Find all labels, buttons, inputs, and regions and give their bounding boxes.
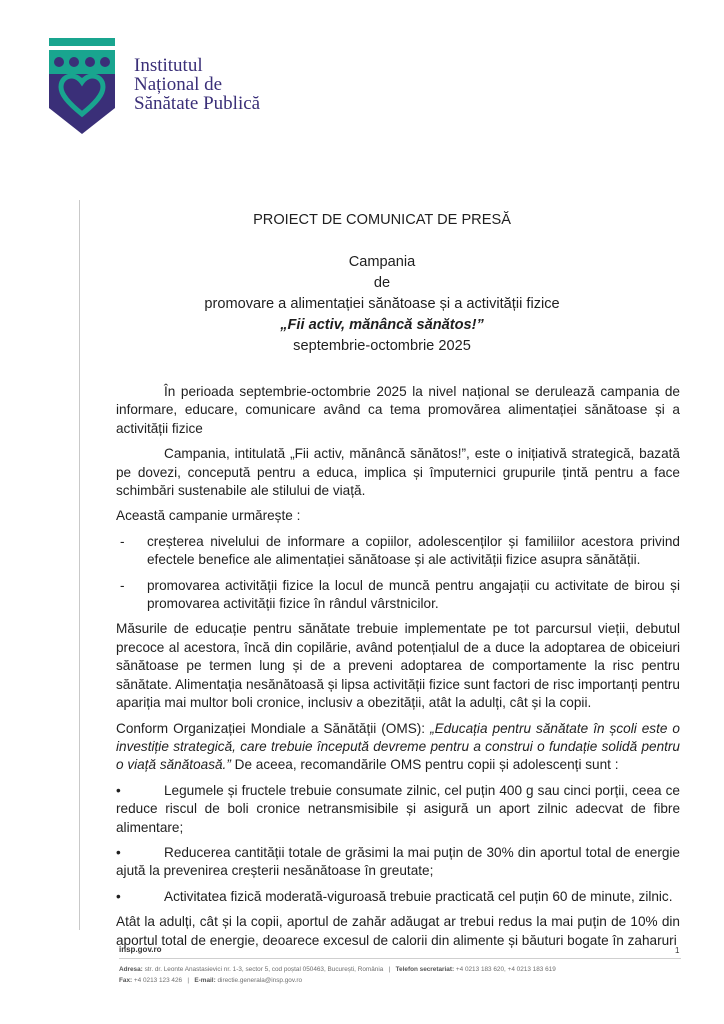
institute-logo bbox=[47, 38, 117, 135]
address-text: str. dr. Leonte Anastasievici nr. 1-3, sector 5, cod poștal 050463, București, România bbox=[144, 966, 384, 973]
phone-text: +4 0213 183 620, +4 0213 183 619 bbox=[455, 966, 556, 973]
document-title: PROIECT DE COMUNICAT DE PRESĂ bbox=[253, 212, 511, 228]
who-quote: „Educația pentru sănătate în școli este o investiție strategică, care trebuie începută devreme pentru a construi o fundație solidă pentru o viață sănătoasă.” bbox=[116, 720, 680, 773]
list-item-text: Reducerea cantității totale de grăsimi la mai puțin de 30% din aportul total de energie ajută la prevenirea creșterii nesănătoase în greutate; bbox=[116, 844, 680, 879]
list-item bbox=[116, 577, 680, 614]
footer-separator: | bbox=[388, 966, 391, 973]
paragraph: Această campanie urmărește : bbox=[116, 508, 301, 524]
footer-contact-line bbox=[119, 977, 302, 984]
logo-top-band bbox=[49, 38, 115, 46]
fax-text: +4 0213 123 426 bbox=[133, 977, 183, 984]
list-item-text: Legumele și fructele trebuie consumate zilnic, cel puțin 400 g sau cinci porții, ceea ce reduce riscul de boli cronice netransmisibile și asigură un aport zilnic adecvat de fibre alimentare; bbox=[116, 782, 680, 835]
footer-separator: | bbox=[187, 977, 190, 984]
paragraph: Campania, intitulată „Fii activ, mănâncă sănătos!”, este o inițiativă strategică, bazată pe dovezi, concepută pentru a educa, implica și împuternici grupurile țintă pentru a face schimbări sustenabile ale stilului de viață. bbox=[116, 446, 680, 499]
bullet-marker: • bbox=[116, 782, 121, 798]
logo-dot bbox=[54, 57, 64, 67]
paragraph: Atât la adulți, cât și la copii, aportul de zahăr adăugat ar trebui redus la mai puțin de 10% din aportul total de energie, deoarece excesul de calorii din alimente și băuturi bogate în zaharuri bbox=[116, 914, 680, 948]
paragraph: Măsurile de educație pentru sănătate trebuie implementate pe tot parcursul vieții, debutul precoce al acestora, încă din copilărie, având potențialul de a duce la adoptarea de obiceiuri sănătoase pe termen lung și de a preveni adoptarea de comportamente la risc pentru sănătate. Alimentația nesănătoasă și lipsa activității fizice sunt factori de risc importanți pentru apariția mai multor boli cronice, inclusiv a obezității, atât la adulți, cât și la copii. bbox=[116, 621, 680, 711]
left-margin-rule bbox=[79, 200, 80, 930]
email-label: E-mail: bbox=[194, 977, 216, 984]
logo-dot bbox=[100, 57, 110, 67]
campaign-line: de bbox=[373, 275, 391, 291]
org-name-line: Național de bbox=[134, 74, 223, 95]
list-item-text: Activitatea fizică moderată-viguroasă trebuie practicată cel puțin 60 de minute, zilnic. bbox=[164, 888, 673, 904]
organization-name bbox=[134, 56, 260, 113]
campaign-line: Campania bbox=[348, 254, 416, 270]
paragraph bbox=[116, 720, 680, 775]
list-item bbox=[116, 533, 680, 570]
dash-marker: - bbox=[120, 533, 125, 549]
title-block bbox=[98, 210, 666, 357]
bullet-marker: • bbox=[116, 888, 121, 904]
campaign-slogan: „Fii activ, mănâncă sănătos!” bbox=[280, 317, 484, 333]
phone-label: Telefon secretariat: bbox=[395, 966, 455, 973]
campaign-period: septembrie-octombrie 2025 bbox=[293, 338, 471, 354]
footer-divider bbox=[119, 958, 681, 959]
list-item bbox=[116, 782, 680, 837]
dash-marker: - bbox=[120, 577, 125, 593]
list-item-text: promovarea activității fizice la locul de muncă pentru angajații cu activitate de birou și promovarea activității fizice în rândul vârstnicilor. bbox=[147, 577, 680, 612]
campaign-line: promovare a alimentației sănătoase și a activității fizice bbox=[204, 296, 560, 312]
paragraph-text: De aceea, recomandările OMS pentru copii și adolescenți sunt : bbox=[230, 757, 619, 773]
list-item bbox=[116, 844, 680, 881]
footer-contact-line bbox=[119, 966, 556, 973]
org-name-line: Institutul bbox=[134, 55, 203, 76]
list-item bbox=[116, 888, 680, 906]
paragraph-text: Conform Organizației Mondiale a Sănătății (OMS): bbox=[116, 720, 431, 736]
paragraph: În perioada septembrie-octombrie 2025 la nivel național se derulează campania de informare, educare, comunicare având ca tema promovărea alimentației sănătoase și a activității fizice bbox=[116, 384, 680, 436]
objectives-list bbox=[116, 533, 680, 614]
email-text: directie.generala@insp.gov.ro bbox=[217, 977, 303, 984]
logo-dot bbox=[85, 57, 95, 67]
org-name-line: Sănătate Publică bbox=[134, 93, 261, 114]
logo-dot bbox=[69, 57, 79, 67]
list-item-text: creșterea nivelului de informare a copiilor, adolescenților și familiilor acestora privind efectele benefice ale alimentației sănătoase și ale activității fizice asupra sănătății. bbox=[147, 533, 680, 568]
footer-website: insp.gov.ro bbox=[119, 945, 162, 954]
page-number: 1 bbox=[675, 946, 680, 955]
document-body bbox=[116, 383, 680, 957]
fax-label: Fax: bbox=[119, 977, 133, 984]
bullet-marker: • bbox=[116, 844, 121, 860]
address-label: Adresa: bbox=[119, 966, 143, 973]
